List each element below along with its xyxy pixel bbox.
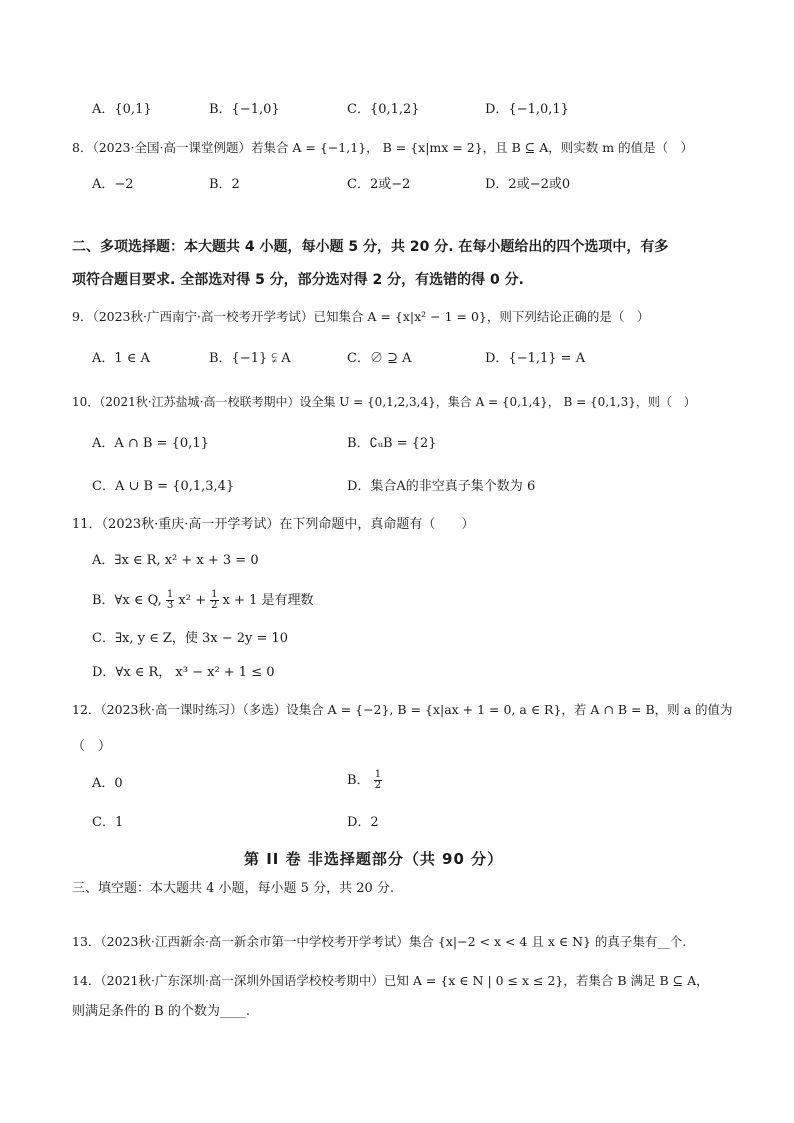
q10-option-b: B．∁ᵤB = {2}	[347, 436, 437, 451]
q9-option-c: C．∅ ⊇ A	[347, 351, 412, 366]
q11-frac1-numerator: 1	[166, 589, 174, 600]
q11-option-b-suffix: x + 1 是有理数	[222, 593, 314, 608]
q13-stem: 13．（2023秋·江西新余·高一新余市第一中学校考开学考试）集合 {x|−2 < x < 4 且 x ∈ N} 的真子集有__个.	[72, 934, 687, 949]
q10-stem: 10．（2021秋·江苏盐城·高一校联考期中）设全集 U = {0,1,2,3,4}，集合 A = {0,1,4}， B = {0,1,3}，则（ ）	[72, 395, 696, 409]
q12-fraction-one-half	[374, 770, 382, 791]
q11-fraction-one-third	[166, 590, 174, 611]
q10-option-c: C．A ∪ B = {0,1,3,4}	[92, 479, 235, 494]
section2-heading-line2: 项符合题目要求. 全部选对得 5 分，部分选对得 2 分，有选错的得 0 分.	[72, 272, 524, 288]
q12-option-a: A．0	[92, 776, 123, 791]
q11-option-c: C．∃x, y ∈ Z，使 3x − 2y = 10	[92, 631, 289, 646]
q11-option-b-mid: x² +	[178, 593, 206, 608]
q11-option-b	[92, 590, 314, 611]
q8-stem: 8．（2023·全国·高一课堂例题）若集合 A = {−1,1}， B = {x|mx = 2}，且 B ⊆ A，则实数 m 的值是（ ）	[72, 140, 694, 155]
q7-option-b: B．{−1,0}	[209, 102, 280, 117]
q8-option-d: D．2或−2或0	[485, 177, 571, 192]
q12-option-d: D．2	[347, 815, 379, 830]
q11-frac2-numerator: 1	[211, 589, 218, 600]
section3-heading: 三、填空题：本大题共 4 小题，每小题 5 分，共 20 分.	[72, 881, 395, 896]
part2-title: 第 II 卷 非选择题部分（共 90 分）	[244, 850, 504, 868]
q7-option-c: C．{0,1,2}	[347, 102, 420, 117]
q12-option-b-prefix: B．	[347, 773, 370, 788]
q7-option-a: A．{0,1}	[92, 102, 152, 117]
q12-option-b	[347, 770, 382, 791]
q11-fraction-one-half	[210, 590, 218, 611]
q12-frac-numerator: 1	[374, 769, 382, 780]
q8-option-c: C．2或−2	[347, 177, 411, 192]
q12-frac-denominator: 2	[374, 780, 382, 791]
section2-heading-line1: 二、多项选择题：本大题共 4 小题，每小题 5 分，共 20 分. 在每小题给出的四个选项中，有多	[72, 239, 669, 255]
q10-option-a: A．A ∩ B = {0,1}	[92, 436, 209, 451]
q11-option-b-prefix: B．∀x ∈ Q,	[92, 593, 162, 608]
q11-frac1-denominator: 3	[166, 600, 174, 611]
q9-option-a: A．1 ∈ A	[92, 351, 150, 366]
q8-option-b: B．2	[209, 177, 240, 192]
q11-option-d: D．∀x ∈ R， x³ − x² + 1 ≤ 0	[92, 665, 275, 680]
q10-option-d: D．集合A的非空真子集个数为 6	[347, 479, 536, 494]
q11-option-a: A．∃x ∈ R, x² + x + 3 = 0	[92, 553, 259, 568]
q12-stem-paren: （ ）	[72, 739, 112, 754]
q9-option-b: B．{−1} ⫋ A	[209, 351, 291, 366]
q9-stem: 9．（2023秋·广西南宁·高一校考开学考试）已知集合 A = {x|x² − 1 = 0}，则下列结论正确的是（ ）	[72, 309, 650, 324]
q7-option-d: D．{−1,0,1}	[485, 102, 569, 117]
q11-frac2-denominator: 2	[211, 600, 218, 611]
q8-option-a: A．−2	[92, 177, 134, 192]
q11-stem: 11．（2023秋·重庆·高一开学考试）在下列命题中，真命题有（ ）	[72, 517, 475, 532]
q14-stem-line1: 14．（2021秋·广东深圳·高一深圳外国语学校校考期中）已知 A = {x ∈ N | 0 ≤ x ≤ 2}，若集合 B 满足 B ⊆ A，	[72, 973, 709, 988]
q12-option-c: C．1	[92, 815, 124, 830]
q14-stem-line2: 则满足条件的 B 的个数为____.	[72, 1004, 250, 1019]
q9-option-d: D．{−1,1} = A	[485, 351, 586, 366]
q12-stem: 12．（2023秋·高一课时练习）（多选）设集合 A = {−2}, B = {x|ax + 1 = 0, a ∈ R}，若 A ∩ B = B，则 a 的值为	[72, 702, 733, 717]
